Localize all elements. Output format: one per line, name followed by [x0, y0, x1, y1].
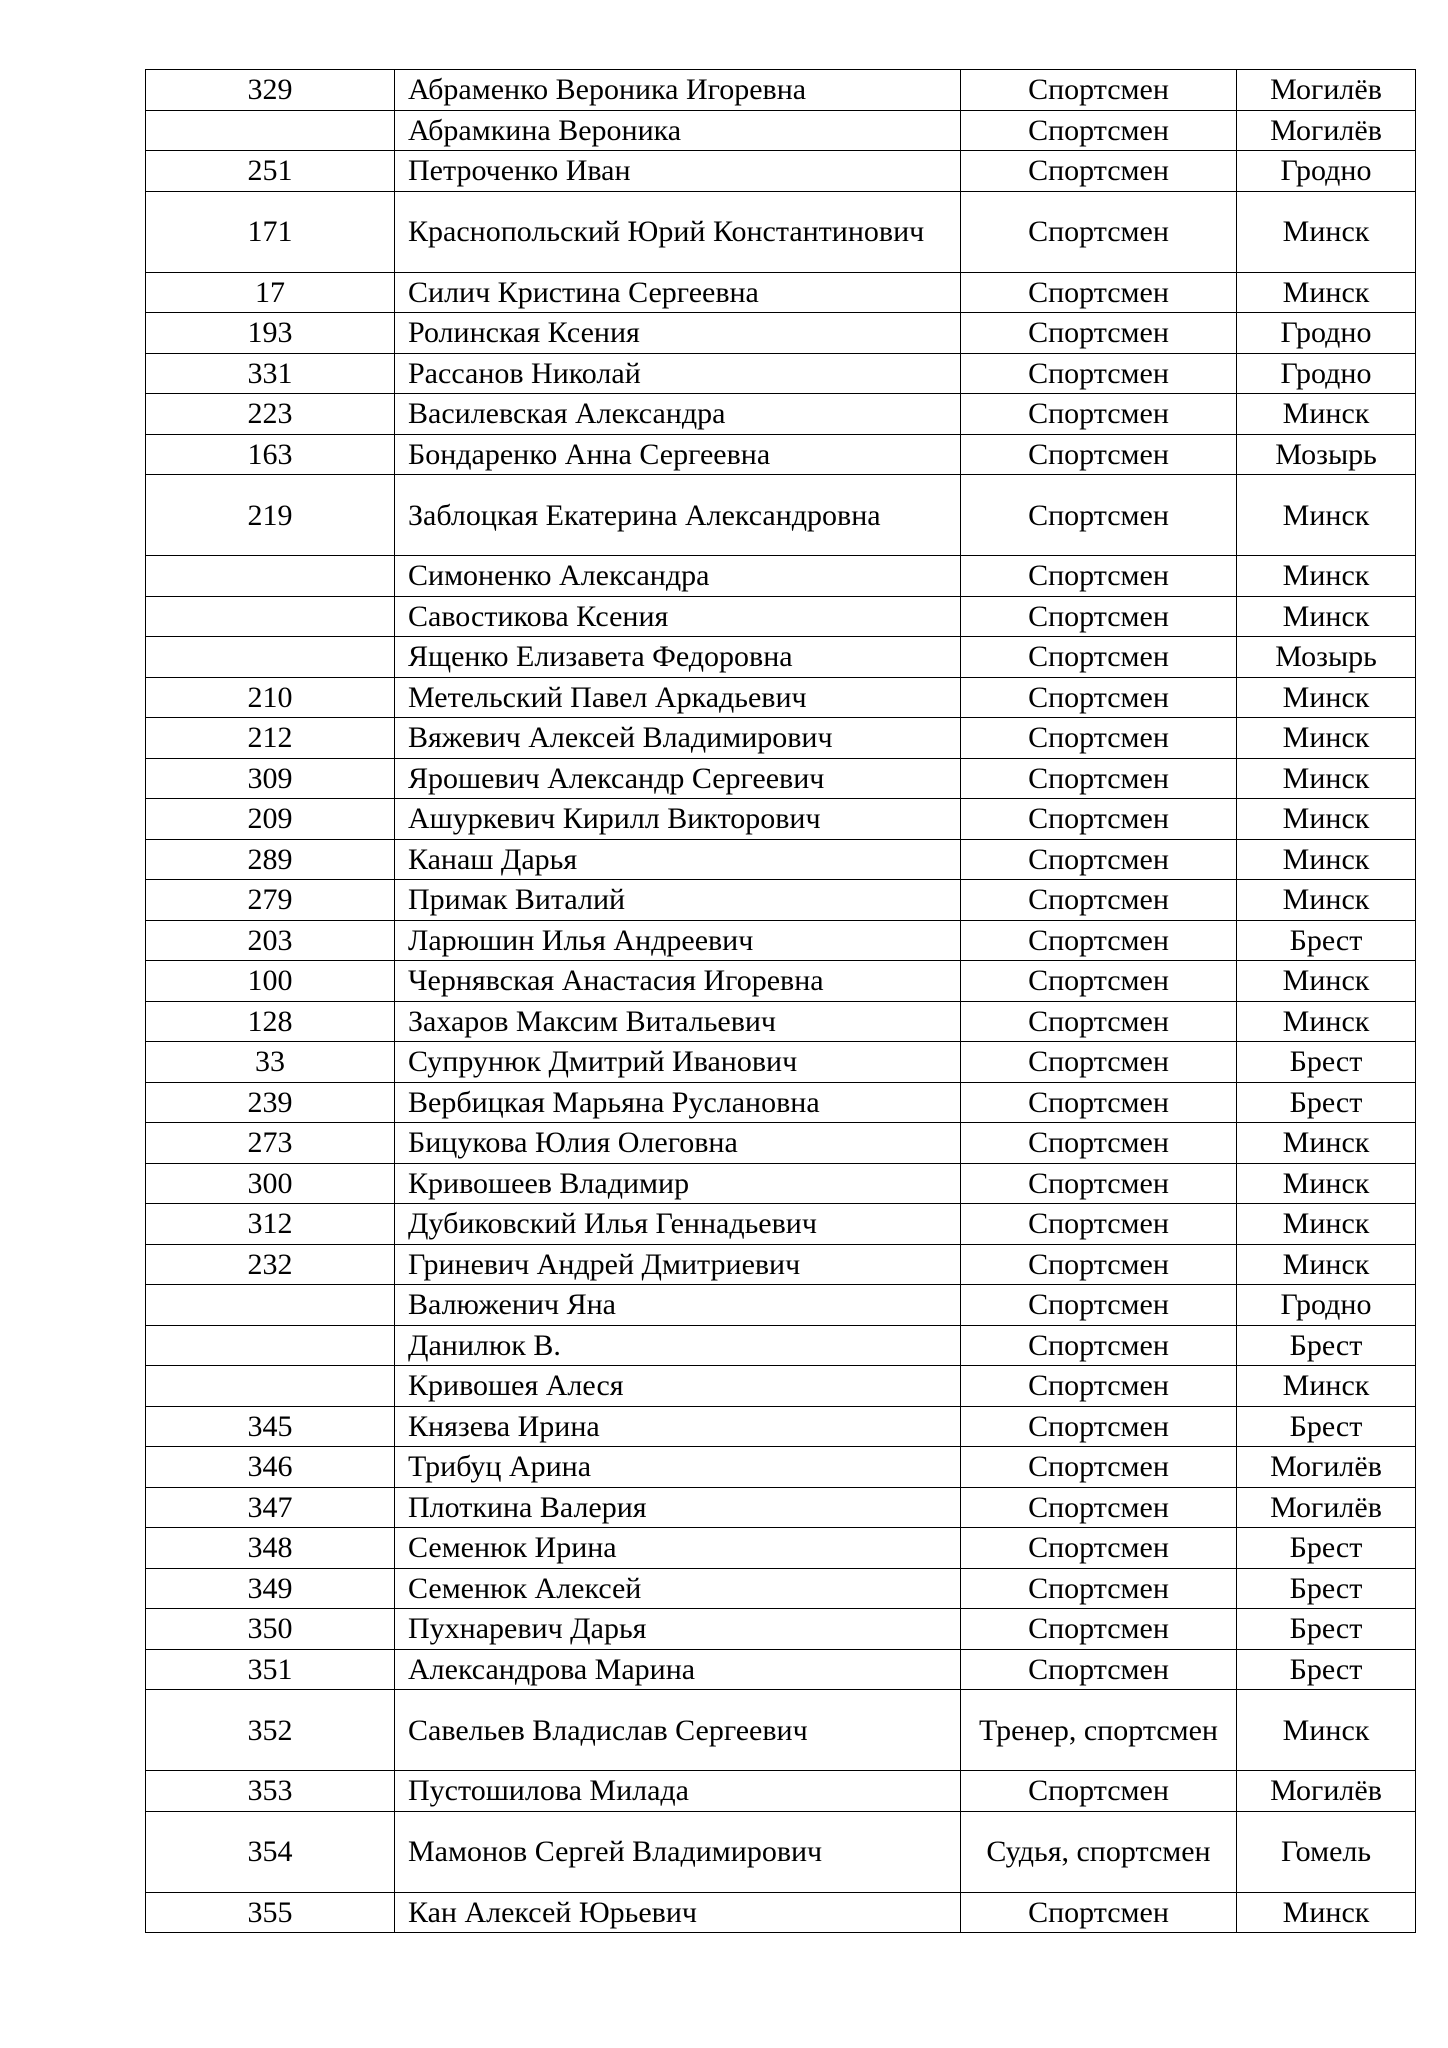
participant-name-cell: Кан Алексей Юрьевич: [395, 1892, 961, 1933]
participant-name-cell: Мамонов Сергей Владимирович: [395, 1811, 961, 1892]
row-number-cell: 309: [146, 758, 395, 799]
participant-name-cell: Ященко Елизавета Федоровна: [395, 637, 961, 678]
participant-city-cell: Минск: [1237, 1892, 1416, 1933]
participant-name-cell: Захаров Максим Витальевич: [395, 1001, 961, 1042]
table-row: [146, 596, 1416, 637]
participant-city-cell: Минск: [1237, 961, 1416, 1002]
participant-role-cell: Спортсмен: [961, 191, 1237, 272]
participant-name-cell: Метельский Павел Аркадьевич: [395, 677, 961, 718]
table-row: [146, 1568, 1416, 1609]
participant-city-cell: Минск: [1237, 1163, 1416, 1204]
row-number-cell: 273: [146, 1123, 395, 1164]
table-row: [146, 1366, 1416, 1407]
row-number-cell: 100: [146, 961, 395, 1002]
participant-role-cell: Спортсмен: [961, 1123, 1237, 1164]
table-row: [146, 637, 1416, 678]
table-row: [146, 1001, 1416, 1042]
table-row: [146, 1811, 1416, 1892]
participant-city-cell: Могилёв: [1237, 110, 1416, 151]
table-row: [146, 1528, 1416, 1569]
participant-role-cell: Спортсмен: [961, 1042, 1237, 1083]
participant-city-cell: Брест: [1237, 1568, 1416, 1609]
participant-name-cell: Вербицкая Марьяна Руслановна: [395, 1082, 961, 1123]
row-number-cell: [146, 637, 395, 678]
row-number-cell: 279: [146, 880, 395, 921]
participant-role-cell: Спортсмен: [961, 394, 1237, 435]
table-row: [146, 1690, 1416, 1771]
participant-name-cell: Савельев Владислав Сергеевич: [395, 1690, 961, 1771]
participant-role-cell: Спортсмен: [961, 1244, 1237, 1285]
table-row: [146, 191, 1416, 272]
participant-role-cell: Спортсмен: [961, 1163, 1237, 1204]
row-number-cell: 223: [146, 394, 395, 435]
participant-role-cell: Спортсмен: [961, 677, 1237, 718]
participant-name-cell: Ашуркевич Кирилл Викторович: [395, 799, 961, 840]
participant-role-cell: Спортсмен: [961, 920, 1237, 961]
table-row: [146, 1609, 1416, 1650]
row-number-cell: [146, 1285, 395, 1326]
participant-city-cell: Минск: [1237, 799, 1416, 840]
table-row: [146, 758, 1416, 799]
table-row: [146, 434, 1416, 475]
table-row: [146, 151, 1416, 192]
participant-role-cell: Спортсмен: [961, 839, 1237, 880]
participant-name-cell: Абраменко Вероника Игоревна: [395, 70, 961, 111]
participant-role-cell: Спортсмен: [961, 1487, 1237, 1528]
participant-name-cell: Рассанов Николай: [395, 353, 961, 394]
participant-city-cell: Могилёв: [1237, 1447, 1416, 1488]
table-row: [146, 839, 1416, 880]
participant-city-cell: Минск: [1237, 272, 1416, 313]
participant-role-cell: Спортсмен: [961, 475, 1237, 556]
table-row: [146, 556, 1416, 597]
participant-city-cell: Гродно: [1237, 151, 1416, 192]
row-number-cell: 350: [146, 1609, 395, 1650]
participant-role-cell: Спортсмен: [961, 1649, 1237, 1690]
row-number-cell: 210: [146, 677, 395, 718]
row-number-cell: 17: [146, 272, 395, 313]
participant-role-cell: Спортсмен: [961, 272, 1237, 313]
participant-name-cell: Симоненко Александра: [395, 556, 961, 597]
participant-name-cell: Трибуц Арина: [395, 1447, 961, 1488]
table-row: [146, 1163, 1416, 1204]
participant-city-cell: Минск: [1237, 677, 1416, 718]
table-row: [146, 353, 1416, 394]
participant-name-cell: Бондаренко Анна Сергеевна: [395, 434, 961, 475]
participant-name-cell: Петроченко Иван: [395, 151, 961, 192]
participant-name-cell: Савостикова Ксения: [395, 596, 961, 637]
table-row: [146, 475, 1416, 556]
participant-role-cell: Спортсмен: [961, 313, 1237, 354]
participants-table: [145, 69, 1416, 1933]
table-row: [146, 1285, 1416, 1326]
participant-role-cell: Спортсмен: [961, 556, 1237, 597]
participant-role-cell: Спортсмен: [961, 1771, 1237, 1812]
participant-city-cell: Минск: [1237, 1204, 1416, 1245]
row-number-cell: 163: [146, 434, 395, 475]
participant-role-cell: Спортсмен: [961, 1568, 1237, 1609]
row-number-cell: 354: [146, 1811, 395, 1892]
participant-name-cell: Супрунюк Дмитрий Иванович: [395, 1042, 961, 1083]
participant-role-cell: Спортсмен: [961, 1285, 1237, 1326]
participant-city-cell: Минск: [1237, 880, 1416, 921]
participant-city-cell: Гродно: [1237, 1285, 1416, 1326]
participant-role-cell: Спортсмен: [961, 353, 1237, 394]
row-number-cell: 203: [146, 920, 395, 961]
participant-name-cell: Василевская Александра: [395, 394, 961, 435]
row-number-cell: 128: [146, 1001, 395, 1042]
row-number-cell: 219: [146, 475, 395, 556]
participant-role-cell: Спортсмен: [961, 1609, 1237, 1650]
participant-name-cell: Семенюк Ирина: [395, 1528, 961, 1569]
table-row: [146, 1771, 1416, 1812]
participant-role-cell: Спортсмен: [961, 1204, 1237, 1245]
participant-city-cell: Гомель: [1237, 1811, 1416, 1892]
participant-name-cell: Силич Кристина Сергеевна: [395, 272, 961, 313]
participant-name-cell: Бицукова Юлия Олеговна: [395, 1123, 961, 1164]
table-row: [146, 1892, 1416, 1933]
participant-city-cell: Минск: [1237, 1244, 1416, 1285]
participant-city-cell: Минск: [1237, 475, 1416, 556]
row-number-cell: 171: [146, 191, 395, 272]
participant-name-cell: Чернявская Анастасия Игоревна: [395, 961, 961, 1002]
participants-table-body: [146, 70, 1416, 1933]
table-row: [146, 70, 1416, 111]
row-number-cell: [146, 556, 395, 597]
row-number-cell: 351: [146, 1649, 395, 1690]
participant-role-cell: Спортсмен: [961, 637, 1237, 678]
row-number-cell: 193: [146, 313, 395, 354]
participant-city-cell: Брест: [1237, 1325, 1416, 1366]
participant-city-cell: Минск: [1237, 394, 1416, 435]
row-number-cell: 300: [146, 1163, 395, 1204]
participant-city-cell: Минск: [1237, 596, 1416, 637]
row-number-cell: 345: [146, 1406, 395, 1447]
row-number-cell: 348: [146, 1528, 395, 1569]
participant-name-cell: Вяжевич Алексей Владимирович: [395, 718, 961, 759]
participant-name-cell: Канаш Дарья: [395, 839, 961, 880]
participant-role-cell: Спортсмен: [961, 1892, 1237, 1933]
participant-name-cell: Князева Ирина: [395, 1406, 961, 1447]
row-number-cell: 346: [146, 1447, 395, 1488]
participant-city-cell: Минск: [1237, 1690, 1416, 1771]
participant-name-cell: Семенюк Алексей: [395, 1568, 961, 1609]
participant-name-cell: Кривошеев Владимир: [395, 1163, 961, 1204]
row-number-cell: 232: [146, 1244, 395, 1285]
participant-city-cell: Гродно: [1237, 313, 1416, 354]
participant-city-cell: Могилёв: [1237, 70, 1416, 111]
participant-name-cell: Пухнаревич Дарья: [395, 1609, 961, 1650]
row-number-cell: 312: [146, 1204, 395, 1245]
participant-role-cell: Спортсмен: [961, 758, 1237, 799]
table-row: [146, 1325, 1416, 1366]
table-row: [146, 1042, 1416, 1083]
row-number-cell: 251: [146, 151, 395, 192]
table-row: [146, 718, 1416, 759]
participant-city-cell: Минск: [1237, 1123, 1416, 1164]
participant-name-cell: Кривошея Алеся: [395, 1366, 961, 1407]
table-row: [146, 920, 1416, 961]
participant-city-cell: Минск: [1237, 191, 1416, 272]
row-number-cell: 347: [146, 1487, 395, 1528]
participant-city-cell: Брест: [1237, 920, 1416, 961]
row-number-cell: [146, 1325, 395, 1366]
row-number-cell: [146, 596, 395, 637]
participant-name-cell: Александрова Марина: [395, 1649, 961, 1690]
participant-city-cell: Мозырь: [1237, 637, 1416, 678]
row-number-cell: 212: [146, 718, 395, 759]
participant-city-cell: Брест: [1237, 1649, 1416, 1690]
participant-name-cell: Пустошилова Милада: [395, 1771, 961, 1812]
row-number-cell: [146, 110, 395, 151]
table-row: [146, 1244, 1416, 1285]
table-row: [146, 272, 1416, 313]
row-number-cell: 289: [146, 839, 395, 880]
participant-role-cell: Спортсмен: [961, 1447, 1237, 1488]
participant-name-cell: Ларюшин Илья Андреевич: [395, 920, 961, 961]
participant-role-cell: Тренер, спортсмен: [961, 1690, 1237, 1771]
table-row: [146, 313, 1416, 354]
participant-city-cell: Мозырь: [1237, 434, 1416, 475]
participant-name-cell: Заблоцкая Екатерина Александровна: [395, 475, 961, 556]
row-number-cell: 209: [146, 799, 395, 840]
table-row: [146, 1123, 1416, 1164]
participant-city-cell: Минск: [1237, 1001, 1416, 1042]
row-number-cell: 352: [146, 1690, 395, 1771]
table-row: [146, 1487, 1416, 1528]
table-row: [146, 1649, 1416, 1690]
participant-name-cell: Плоткина Валерия: [395, 1487, 961, 1528]
participant-name-cell: Абрамкина Вероника: [395, 110, 961, 151]
participant-role-cell: Спортсмен: [961, 1082, 1237, 1123]
participant-city-cell: Брест: [1237, 1609, 1416, 1650]
row-number-cell: 349: [146, 1568, 395, 1609]
participant-name-cell: Валюженич Яна: [395, 1285, 961, 1326]
participant-role-cell: Спортсмен: [961, 1528, 1237, 1569]
participant-city-cell: Брест: [1237, 1082, 1416, 1123]
participant-role-cell: Спортсмен: [961, 596, 1237, 637]
table-row: [146, 394, 1416, 435]
participant-role-cell: Судья, спортсмен: [961, 1811, 1237, 1892]
participant-city-cell: Брест: [1237, 1406, 1416, 1447]
participant-name-cell: Ролинская Ксения: [395, 313, 961, 354]
participant-name-cell: Ярошевич Александр Сергеевич: [395, 758, 961, 799]
participant-name-cell: Дубиковский Илья Геннадьевич: [395, 1204, 961, 1245]
row-number-cell: 353: [146, 1771, 395, 1812]
participant-name-cell: Данилюк В.: [395, 1325, 961, 1366]
participant-role-cell: Спортсмен: [961, 961, 1237, 1002]
participant-role-cell: Спортсмен: [961, 110, 1237, 151]
participant-role-cell: Спортсмен: [961, 70, 1237, 111]
table-row: [146, 961, 1416, 1002]
table-row: [146, 799, 1416, 840]
row-number-cell: 329: [146, 70, 395, 111]
participant-city-cell: Минск: [1237, 718, 1416, 759]
participant-name-cell: Гриневич Андрей Дмитриевич: [395, 1244, 961, 1285]
row-number-cell: 33: [146, 1042, 395, 1083]
participant-role-cell: Спортсмен: [961, 434, 1237, 475]
row-number-cell: 239: [146, 1082, 395, 1123]
table-row: [146, 110, 1416, 151]
table-row: [146, 1447, 1416, 1488]
participant-city-cell: Минск: [1237, 1366, 1416, 1407]
participant-city-cell: Могилёв: [1237, 1771, 1416, 1812]
participant-role-cell: Спортсмен: [961, 880, 1237, 921]
participant-city-cell: Минск: [1237, 556, 1416, 597]
row-number-cell: [146, 1366, 395, 1407]
participant-role-cell: Спортсмен: [961, 799, 1237, 840]
participant-city-cell: Гродно: [1237, 353, 1416, 394]
participant-city-cell: Минск: [1237, 758, 1416, 799]
table-row: [146, 880, 1416, 921]
table-row: [146, 1082, 1416, 1123]
participant-role-cell: Спортсмен: [961, 1325, 1237, 1366]
participant-city-cell: Могилёв: [1237, 1487, 1416, 1528]
participant-role-cell: Спортсмен: [961, 151, 1237, 192]
participant-role-cell: Спортсмен: [961, 1406, 1237, 1447]
participant-city-cell: Брест: [1237, 1042, 1416, 1083]
table-row: [146, 1406, 1416, 1447]
participant-name-cell: Краснопольский Юрий Константинович: [395, 191, 961, 272]
table-row: [146, 1204, 1416, 1245]
participant-name-cell: Примак Виталий: [395, 880, 961, 921]
participant-role-cell: Спортсмен: [961, 718, 1237, 759]
row-number-cell: 331: [146, 353, 395, 394]
row-number-cell: 355: [146, 1892, 395, 1933]
participant-role-cell: Спортсмен: [961, 1001, 1237, 1042]
participant-city-cell: Брест: [1237, 1528, 1416, 1569]
participant-role-cell: Спортсмен: [961, 1366, 1237, 1407]
table-row: [146, 677, 1416, 718]
participant-city-cell: Минск: [1237, 839, 1416, 880]
